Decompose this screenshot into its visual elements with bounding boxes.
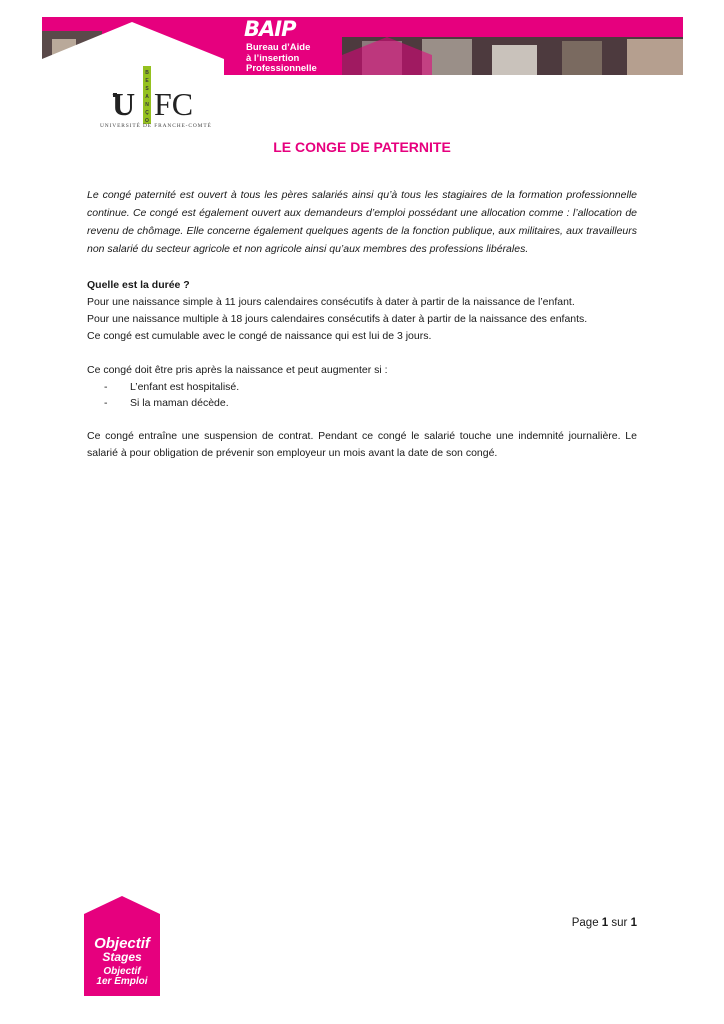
ufc-bar-letters <box>143 69 151 125</box>
objectif-logo-line: 1er Emploi <box>96 976 148 987</box>
list-item-text: L’enfant est hospitalisé. <box>130 381 240 393</box>
page-separator: sur <box>611 917 628 929</box>
page-number <box>540 917 637 929</box>
baip-tagline-line: à l’insertion <box>246 52 300 64</box>
ufc-subtitle: UNIVERSITÉ DE FRANCHE-COMTÉ <box>100 123 212 129</box>
page-title: LE CONGE DE PATERNITE <box>273 139 451 155</box>
ufc-bar-letter: O <box>145 118 149 124</box>
ufc-mark-u: U <box>112 86 136 122</box>
ufc-logo <box>100 62 220 132</box>
conditions-intro: Ce congé doit être pris après la naissance et peut augmenter si : <box>87 364 388 376</box>
page-prefix: Page <box>571 917 599 929</box>
ufc-bar-letter: N <box>145 102 149 108</box>
baip-tagline-line: Bureau d’Aide <box>246 42 311 53</box>
baip-logo: BAIP <box>244 17 296 41</box>
baip-tagline-line: Professionnelle <box>246 63 317 74</box>
closing-paragraph: Ce congé entraîne une suspension de contrat. Pendant ce congé le salarié touche une indemnité journalière. Le salarié à pour obligation de prévenir son employeur un mois avant la date de son congé. <box>87 430 637 459</box>
objectif-logo-line: Objectif <box>103 966 141 977</box>
duration-line: Pour une naissance multiple à 18 jours calendaires consécutifs à dater à partir de la naissance des enfants. <box>87 313 588 325</box>
duration-line: Pour une naissance simple à 11 jours calendaires consécutifs à dater à partir de la naissance de l’enfant. <box>87 296 575 308</box>
ufc-mark-fc: FC <box>154 86 194 122</box>
ufc-bar-letter: Ç <box>145 110 149 116</box>
objectif-logo-line: Stages <box>102 950 142 964</box>
objectif-logo <box>84 896 160 996</box>
list-item <box>87 395 637 411</box>
section-heading: Quelle est la durée ? <box>87 279 190 291</box>
page-total: 1 <box>630 917 637 929</box>
list-item <box>87 379 637 395</box>
ufc-bar-letter: B <box>145 70 149 76</box>
ufc-green-bar <box>143 66 151 124</box>
list-dash: - <box>104 381 108 393</box>
intro-paragraph: Le congé paternité est ouvert à tous les pères salariés ainsi qu’à tous les stagiaires de la formation professionnelle continue. Ce congé est également ouvert aux demandeurs d’emploi possédant une allocation comme : l’allocation de revenu de chômage. Elle concerne également quelques agents de la fonction publique, aux militaires, aux travailleurs non salarié du secteur agricole et non agricole ainsi qu’aux membres des professions libérales. <box>87 189 637 255</box>
ufc-bar-letter: S <box>145 86 149 92</box>
list-item-text: Si la maman décède. <box>130 397 229 409</box>
conditions-list <box>87 379 637 411</box>
duration-line: Ce congé est cumulable avec le congé de naissance qui est lui de 3 jours. <box>87 330 432 342</box>
page-current: 1 <box>601 917 609 929</box>
ufc-bar-letter: A <box>145 94 149 100</box>
document-body <box>87 186 637 462</box>
list-dash: - <box>104 397 108 409</box>
ufc-bar-letter: E <box>145 78 149 84</box>
baip-tagline <box>246 43 317 75</box>
objectif-logo-line: Objectif <box>94 935 150 952</box>
baip-brand <box>246 18 317 75</box>
